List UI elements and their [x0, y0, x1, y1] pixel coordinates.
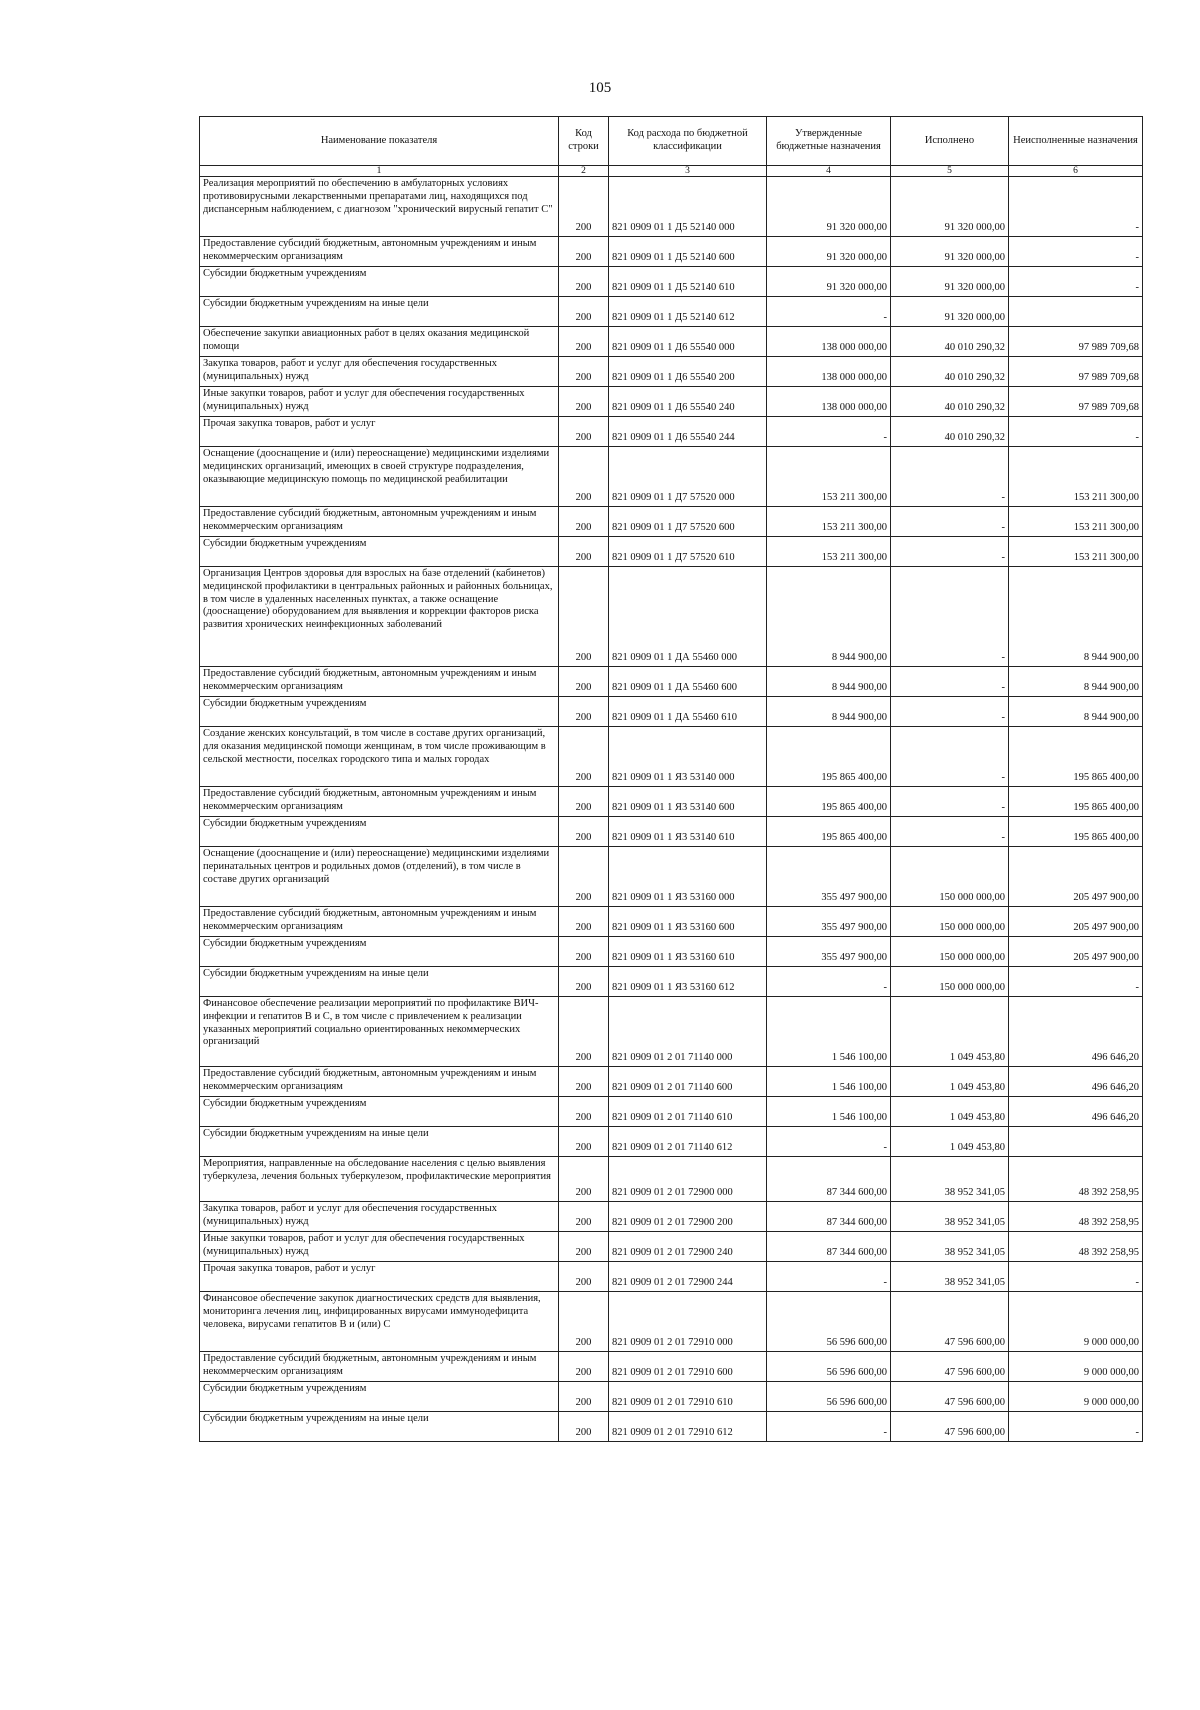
- row-approved-amount: 1 546 100,00: [767, 997, 891, 1067]
- row-unexecuted-amount: 153 211 300,00: [1009, 447, 1143, 507]
- row-unexecuted-amount: 205 497 900,00: [1009, 847, 1143, 907]
- row-budget-classification-code: 821 0909 01 1 Я3 53140 610: [609, 817, 767, 847]
- row-unexecuted-amount: -: [1009, 1412, 1143, 1442]
- row-line-code: 200: [559, 1097, 609, 1127]
- row-indicator-name: Субсидии бюджетным учреждениям на иные цели: [200, 1412, 559, 1442]
- row-approved-amount: 153 211 300,00: [767, 537, 891, 567]
- row-budget-classification-code: 821 0909 01 1 Д7 57520 600: [609, 507, 767, 537]
- row-executed-amount: -: [891, 817, 1009, 847]
- row-unexecuted-amount: 48 392 258,95: [1009, 1232, 1143, 1262]
- column-number: 3: [609, 166, 767, 177]
- row-budget-classification-code: 821 0909 01 2 01 71140 000: [609, 997, 767, 1067]
- page-number: 105: [588, 80, 612, 96]
- row-indicator-name: Предоставление субсидий бюджетным, автономным учреждениям и иным некоммерческим организациям: [200, 237, 559, 267]
- row-budget-classification-code: 821 0909 01 2 01 71140 600: [609, 1067, 767, 1097]
- row-line-code: 200: [559, 1262, 609, 1292]
- row-line-code: 200: [559, 967, 609, 997]
- table-row: [200, 387, 1143, 417]
- row-line-code: 200: [559, 267, 609, 297]
- row-unexecuted-amount: 9 000 000,00: [1009, 1352, 1143, 1382]
- row-unexecuted-amount: 496 646,20: [1009, 997, 1143, 1067]
- row-executed-amount: 150 000 000,00: [891, 847, 1009, 907]
- row-budget-classification-code: 821 0909 01 1 Я3 53140 600: [609, 787, 767, 817]
- row-approved-amount: 138 000 000,00: [767, 387, 891, 417]
- table-row: [200, 447, 1143, 507]
- row-budget-classification-code: 821 0909 01 2 01 72910 000: [609, 1292, 767, 1352]
- row-approved-amount: 8 944 900,00: [767, 567, 891, 667]
- row-budget-classification-code: 821 0909 01 1 Д5 52140 610: [609, 267, 767, 297]
- row-indicator-name: Реализация мероприятий по обеспечению в амбулаторных условиях противовирусными лекарственными препаратами лиц, находящихся под диспансерным наблюдением, с диагнозом "хронический вирусный гепатит С": [200, 177, 559, 237]
- column-number: 6: [1009, 166, 1143, 177]
- row-line-code: 200: [559, 1127, 609, 1157]
- row-line-code: 200: [559, 1352, 609, 1382]
- row-approved-amount: 138 000 000,00: [767, 327, 891, 357]
- table-row: [200, 327, 1143, 357]
- row-indicator-name: Прочая закупка товаров, работ и услуг: [200, 417, 559, 447]
- row-line-code: 200: [559, 937, 609, 967]
- row-unexecuted-amount: 153 211 300,00: [1009, 537, 1143, 567]
- row-executed-amount: 91 320 000,00: [891, 297, 1009, 327]
- row-executed-amount: 91 320 000,00: [891, 267, 1009, 297]
- row-unexecuted-amount: 205 497 900,00: [1009, 907, 1143, 937]
- row-budget-classification-code: 821 0909 01 2 01 72910 600: [609, 1352, 767, 1382]
- row-budget-classification-code: 821 0909 01 1 ДА 55460 610: [609, 697, 767, 727]
- row-budget-classification-code: 821 0909 01 2 01 71140 610: [609, 1097, 767, 1127]
- row-indicator-name: Субсидии бюджетным учреждениям: [200, 817, 559, 847]
- row-line-code: 200: [559, 537, 609, 567]
- row-executed-amount: -: [891, 697, 1009, 727]
- row-indicator-name: Закупка товаров, работ и услуг для обеспечения государственных (муниципальных) нужд: [200, 357, 559, 387]
- row-indicator-name: Предоставление субсидий бюджетным, автономным учреждениям и иным некоммерческим организациям: [200, 1067, 559, 1097]
- row-executed-amount: -: [891, 727, 1009, 787]
- row-unexecuted-amount: -: [1009, 417, 1143, 447]
- row-line-code: 200: [559, 237, 609, 267]
- row-unexecuted-amount: 195 865 400,00: [1009, 817, 1143, 847]
- table-row: [200, 1157, 1143, 1202]
- row-executed-amount: 38 952 341,05: [891, 1262, 1009, 1292]
- row-indicator-name: Обеспечение закупки авиационных работ в целях оказания медицинской помощи: [200, 327, 559, 357]
- row-executed-amount: 47 596 600,00: [891, 1382, 1009, 1412]
- row-line-code: 200: [559, 847, 609, 907]
- row-approved-amount: -: [767, 1127, 891, 1157]
- row-budget-classification-code: 821 0909 01 1 Я3 53160 600: [609, 907, 767, 937]
- table-row: [200, 237, 1143, 267]
- row-indicator-name: Закупка товаров, работ и услуг для обеспечения государственных (муниципальных) нужд: [200, 1202, 559, 1232]
- row-executed-amount: -: [891, 567, 1009, 667]
- row-unexecuted-amount: 8 944 900,00: [1009, 667, 1143, 697]
- row-budget-classification-code: 821 0909 01 1 ДА 55460 000: [609, 567, 767, 667]
- row-line-code: 200: [559, 817, 609, 847]
- row-line-code: 200: [559, 357, 609, 387]
- row-executed-amount: 40 010 290,32: [891, 327, 1009, 357]
- row-indicator-name: Субсидии бюджетным учреждениям: [200, 697, 559, 727]
- row-line-code: 200: [559, 1202, 609, 1232]
- row-indicator-name: Прочая закупка товаров, работ и услуг: [200, 1262, 559, 1292]
- row-approved-amount: 355 497 900,00: [767, 847, 891, 907]
- table-row: [200, 1412, 1143, 1442]
- row-unexecuted-amount: 195 865 400,00: [1009, 727, 1143, 787]
- column-number-row: [200, 166, 1143, 177]
- row-line-code: 200: [559, 1232, 609, 1262]
- row-approved-amount: 91 320 000,00: [767, 177, 891, 237]
- row-approved-amount: 87 344 600,00: [767, 1232, 891, 1262]
- row-line-code: 200: [559, 297, 609, 327]
- row-executed-amount: 150 000 000,00: [891, 967, 1009, 997]
- row-approved-amount: -: [767, 967, 891, 997]
- table-row: [200, 1097, 1143, 1127]
- header-unexecuted-allocations: Неисполненные назначения: [1009, 117, 1143, 166]
- row-budget-classification-code: 821 0909 01 1 Д6 55540 240: [609, 387, 767, 417]
- row-line-code: 200: [559, 1292, 609, 1352]
- table-row: [200, 667, 1143, 697]
- row-approved-amount: 8 944 900,00: [767, 667, 891, 697]
- row-approved-amount: 1 546 100,00: [767, 1097, 891, 1127]
- table-row: [200, 907, 1143, 937]
- row-line-code: 200: [559, 507, 609, 537]
- row-executed-amount: 47 596 600,00: [891, 1352, 1009, 1382]
- row-unexecuted-amount: 48 392 258,95: [1009, 1157, 1143, 1202]
- table-row: [200, 787, 1143, 817]
- row-approved-amount: 195 865 400,00: [767, 727, 891, 787]
- table-row: [200, 727, 1143, 787]
- table-row: [200, 1352, 1143, 1382]
- column-number: 1: [200, 166, 559, 177]
- row-executed-amount: 47 596 600,00: [891, 1292, 1009, 1352]
- row-unexecuted-amount: -: [1009, 237, 1143, 267]
- row-approved-amount: -: [767, 1412, 891, 1442]
- row-approved-amount: 355 497 900,00: [767, 907, 891, 937]
- table-row: [200, 967, 1143, 997]
- row-budget-classification-code: 821 0909 01 1 Д6 55540 200: [609, 357, 767, 387]
- table-body: [200, 177, 1143, 1442]
- row-line-code: 200: [559, 667, 609, 697]
- row-approved-amount: 195 865 400,00: [767, 787, 891, 817]
- table-row: [200, 1382, 1143, 1412]
- row-unexecuted-amount: 496 646,20: [1009, 1067, 1143, 1097]
- table-row: [200, 1202, 1143, 1232]
- row-unexecuted-amount: 9 000 000,00: [1009, 1292, 1143, 1352]
- table-row: [200, 697, 1143, 727]
- row-line-code: 200: [559, 727, 609, 787]
- table-row: [200, 1292, 1143, 1352]
- row-budget-classification-code: 821 0909 01 2 01 72900 240: [609, 1232, 767, 1262]
- table-row: [200, 1127, 1143, 1157]
- row-approved-amount: -: [767, 297, 891, 327]
- column-number: 2: [559, 166, 609, 177]
- row-indicator-name: Финансовое обеспечение реализации мероприятий по профилактике ВИЧ-инфекции и гепатитов В и С, в том числе с привлечением к реализации указанных мероприятий социально ориентированных некоммерческих организаций: [200, 997, 559, 1067]
- row-unexecuted-amount: -: [1009, 177, 1143, 237]
- row-unexecuted-amount: 97 989 709,68: [1009, 357, 1143, 387]
- row-line-code: 200: [559, 567, 609, 667]
- row-line-code: 200: [559, 327, 609, 357]
- table-row: [200, 567, 1143, 667]
- header-approved-allocations: Утвержденные бюджетные назначения: [767, 117, 891, 166]
- row-executed-amount: -: [891, 667, 1009, 697]
- table-row: [200, 817, 1143, 847]
- table-row: [200, 1262, 1143, 1292]
- row-line-code: 200: [559, 997, 609, 1067]
- row-unexecuted-amount: -: [1009, 267, 1143, 297]
- row-line-code: 200: [559, 697, 609, 727]
- row-approved-amount: 153 211 300,00: [767, 507, 891, 537]
- row-unexecuted-amount: 496 646,20: [1009, 1097, 1143, 1127]
- row-line-code: 200: [559, 177, 609, 237]
- row-budget-classification-code: 821 0909 01 2 01 72910 610: [609, 1382, 767, 1412]
- row-budget-classification-code: 821 0909 01 2 01 72900 000: [609, 1157, 767, 1202]
- row-unexecuted-amount: [1009, 1127, 1143, 1157]
- row-executed-amount: 150 000 000,00: [891, 937, 1009, 967]
- row-executed-amount: 1 049 453,80: [891, 1097, 1009, 1127]
- row-approved-amount: 91 320 000,00: [767, 237, 891, 267]
- row-approved-amount: 8 944 900,00: [767, 697, 891, 727]
- row-executed-amount: 1 049 453,80: [891, 997, 1009, 1067]
- table-row: [200, 357, 1143, 387]
- row-approved-amount: 56 596 600,00: [767, 1292, 891, 1352]
- row-approved-amount: 91 320 000,00: [767, 267, 891, 297]
- row-executed-amount: 38 952 341,05: [891, 1232, 1009, 1262]
- budget-execution-table: [199, 116, 1143, 1442]
- row-unexecuted-amount: 153 211 300,00: [1009, 507, 1143, 537]
- row-indicator-name: Оснащение (дооснащение и (или) переоснащение) медицинскими изделиями перинатальных центров и родильных домов (отделений), в том числе в составе других организаций: [200, 847, 559, 907]
- row-indicator-name: Субсидии бюджетным учреждениям: [200, 937, 559, 967]
- table-row: [200, 997, 1143, 1067]
- row-approved-amount: 56 596 600,00: [767, 1352, 891, 1382]
- row-approved-amount: 153 211 300,00: [767, 447, 891, 507]
- row-indicator-name: Иные закупки товаров, работ и услуг для обеспечения государственных (муниципальных) нужд: [200, 1232, 559, 1262]
- row-approved-amount: -: [767, 417, 891, 447]
- row-unexecuted-amount: 195 865 400,00: [1009, 787, 1143, 817]
- row-unexecuted-amount: 8 944 900,00: [1009, 567, 1143, 667]
- row-executed-amount: 38 952 341,05: [891, 1202, 1009, 1232]
- table-row: [200, 417, 1143, 447]
- row-indicator-name: Предоставление субсидий бюджетным, автономным учреждениям и иным некоммерческим организациям: [200, 907, 559, 937]
- row-indicator-name: Субсидии бюджетным учреждениям на иные цели: [200, 297, 559, 327]
- row-executed-amount: 40 010 290,32: [891, 387, 1009, 417]
- row-budget-classification-code: 821 0909 01 2 01 71140 612: [609, 1127, 767, 1157]
- row-executed-amount: 1 049 453,80: [891, 1127, 1009, 1157]
- row-approved-amount: 355 497 900,00: [767, 937, 891, 967]
- row-indicator-name: Финансовое обеспечение закупок диагностических средств для выявления, мониторинга лечения лиц, инфицированных вирусами иммунодефицита человека, вирусами гепатитов В и (или) С: [200, 1292, 559, 1352]
- row-indicator-name: Субсидии бюджетным учреждениям: [200, 1097, 559, 1127]
- row-budget-classification-code: 821 0909 01 1 Я3 53160 612: [609, 967, 767, 997]
- row-executed-amount: -: [891, 787, 1009, 817]
- row-executed-amount: -: [891, 507, 1009, 537]
- row-approved-amount: 138 000 000,00: [767, 357, 891, 387]
- row-budget-classification-code: 821 0909 01 2 01 72910 612: [609, 1412, 767, 1442]
- row-unexecuted-amount: 97 989 709,68: [1009, 327, 1143, 357]
- row-line-code: 200: [559, 417, 609, 447]
- row-line-code: 200: [559, 1382, 609, 1412]
- table-row: [200, 937, 1143, 967]
- row-budget-classification-code: 821 0909 01 1 ДА 55460 600: [609, 667, 767, 697]
- table-header-row: [200, 117, 1143, 166]
- table-row: [200, 177, 1143, 237]
- row-approved-amount: -: [767, 1262, 891, 1292]
- row-budget-classification-code: 821 0909 01 1 Д6 55540 244: [609, 417, 767, 447]
- row-executed-amount: 1 049 453,80: [891, 1067, 1009, 1097]
- row-budget-classification-code: 821 0909 01 1 Д6 55540 000: [609, 327, 767, 357]
- row-approved-amount: 1 546 100,00: [767, 1067, 891, 1097]
- row-line-code: 200: [559, 1067, 609, 1097]
- header-indicator-name: Наименование показателя: [200, 117, 559, 166]
- row-indicator-name: Субсидии бюджетным учреждениям: [200, 267, 559, 297]
- row-line-code: 200: [559, 447, 609, 507]
- row-indicator-name: Субсидии бюджетным учреждениям: [200, 1382, 559, 1412]
- column-number: 4: [767, 166, 891, 177]
- row-indicator-name: Мероприятия, направленные на обследование населения с целью выявления туберкулеза, лечения больных туберкулезом, профилактические мероприятия: [200, 1157, 559, 1202]
- row-unexecuted-amount: 205 497 900,00: [1009, 937, 1143, 967]
- table-row: [200, 1232, 1143, 1262]
- row-line-code: 200: [559, 1412, 609, 1442]
- row-budget-classification-code: 821 0909 01 1 Я3 53160 000: [609, 847, 767, 907]
- row-budget-classification-code: 821 0909 01 1 Д7 57520 000: [609, 447, 767, 507]
- header-executed: Исполнено: [891, 117, 1009, 166]
- table-row: [200, 267, 1143, 297]
- row-indicator-name: Иные закупки товаров, работ и услуг для обеспечения государственных (муниципальных) нужд: [200, 387, 559, 417]
- row-approved-amount: 87 344 600,00: [767, 1157, 891, 1202]
- row-budget-classification-code: 821 0909 01 2 01 72900 244: [609, 1262, 767, 1292]
- row-unexecuted-amount: 48 392 258,95: [1009, 1202, 1143, 1232]
- row-unexecuted-amount: [1009, 297, 1143, 327]
- row-indicator-name: Субсидии бюджетным учреждениям на иные цели: [200, 967, 559, 997]
- table-row: [200, 1067, 1143, 1097]
- row-approved-amount: 87 344 600,00: [767, 1202, 891, 1232]
- row-line-code: 200: [559, 387, 609, 417]
- row-unexecuted-amount: -: [1009, 1262, 1143, 1292]
- row-line-code: 200: [559, 1157, 609, 1202]
- row-approved-amount: 195 865 400,00: [767, 817, 891, 847]
- row-executed-amount: 150 000 000,00: [891, 907, 1009, 937]
- row-executed-amount: -: [891, 447, 1009, 507]
- row-budget-classification-code: 821 0909 01 1 Д5 52140 000: [609, 177, 767, 237]
- row-executed-amount: 91 320 000,00: [891, 177, 1009, 237]
- row-budget-classification-code: 821 0909 01 2 01 72900 200: [609, 1202, 767, 1232]
- row-budget-classification-code: 821 0909 01 1 Д5 52140 612: [609, 297, 767, 327]
- row-unexecuted-amount: 97 989 709,68: [1009, 387, 1143, 417]
- header-budget-classification-code: Код расхода по бюджетной классификации: [609, 117, 767, 166]
- table-row: [200, 507, 1143, 537]
- row-budget-classification-code: 821 0909 01 1 Я3 53140 000: [609, 727, 767, 787]
- table-row: [200, 847, 1143, 907]
- row-indicator-name: Организация Центров здоровья для взрослых на базе отделений (кабинетов) медицинской профилактики в центральных районных и районных больницах, в том числе в удаленных населенных пунктах, а также оснащение (дооснащение) оборудованием для выявления и коррекции факторов риска развития хронических неинфекционных заболеваний: [200, 567, 559, 667]
- row-unexecuted-amount: 9 000 000,00: [1009, 1382, 1143, 1412]
- row-budget-classification-code: 821 0909 01 1 Я3 53160 610: [609, 937, 767, 967]
- row-indicator-name: Предоставление субсидий бюджетным, автономным учреждениям и иным некоммерческим организациям: [200, 667, 559, 697]
- row-indicator-name: Субсидии бюджетным учреждениям: [200, 537, 559, 567]
- row-unexecuted-amount: -: [1009, 967, 1143, 997]
- row-executed-amount: 47 596 600,00: [891, 1412, 1009, 1442]
- row-indicator-name: Оснащение (дооснащение и (или) переоснащение) медицинскими изделиями медицинских организаций, имеющих в своей структуре подразделения, оказывающие медицинскую помощь по медицинской реабилитации: [200, 447, 559, 507]
- row-indicator-name: Предоставление субсидий бюджетным, автономным учреждениям и иным некоммерческим организациям: [200, 787, 559, 817]
- row-budget-classification-code: 821 0909 01 1 Д7 57520 610: [609, 537, 767, 567]
- row-indicator-name: Предоставление субсидий бюджетным, автономным учреждениям и иным некоммерческим организациям: [200, 1352, 559, 1382]
- row-indicator-name: Предоставление субсидий бюджетным, автономным учреждениям и иным некоммерческим организациям: [200, 507, 559, 537]
- header-line-code: Код строки: [559, 117, 609, 166]
- table-row: [200, 297, 1143, 327]
- column-number: 5: [891, 166, 1009, 177]
- row-executed-amount: 38 952 341,05: [891, 1157, 1009, 1202]
- row-unexecuted-amount: 8 944 900,00: [1009, 697, 1143, 727]
- row-executed-amount: 40 010 290,32: [891, 357, 1009, 387]
- row-executed-amount: -: [891, 537, 1009, 567]
- row-line-code: 200: [559, 787, 609, 817]
- row-executed-amount: 91 320 000,00: [891, 237, 1009, 267]
- table-row: [200, 537, 1143, 567]
- row-indicator-name: Субсидии бюджетным учреждениям на иные цели: [200, 1127, 559, 1157]
- row-budget-classification-code: 821 0909 01 1 Д5 52140 600: [609, 237, 767, 267]
- row-indicator-name: Создание женских консультаций, в том числе в составе других организаций, для оказания медицинской помощи женщинам, в том числе проживающим в сельской местности, поселках городского типа и малых городах: [200, 727, 559, 787]
- row-approved-amount: 56 596 600,00: [767, 1382, 891, 1412]
- row-line-code: 200: [559, 907, 609, 937]
- row-executed-amount: 40 010 290,32: [891, 417, 1009, 447]
